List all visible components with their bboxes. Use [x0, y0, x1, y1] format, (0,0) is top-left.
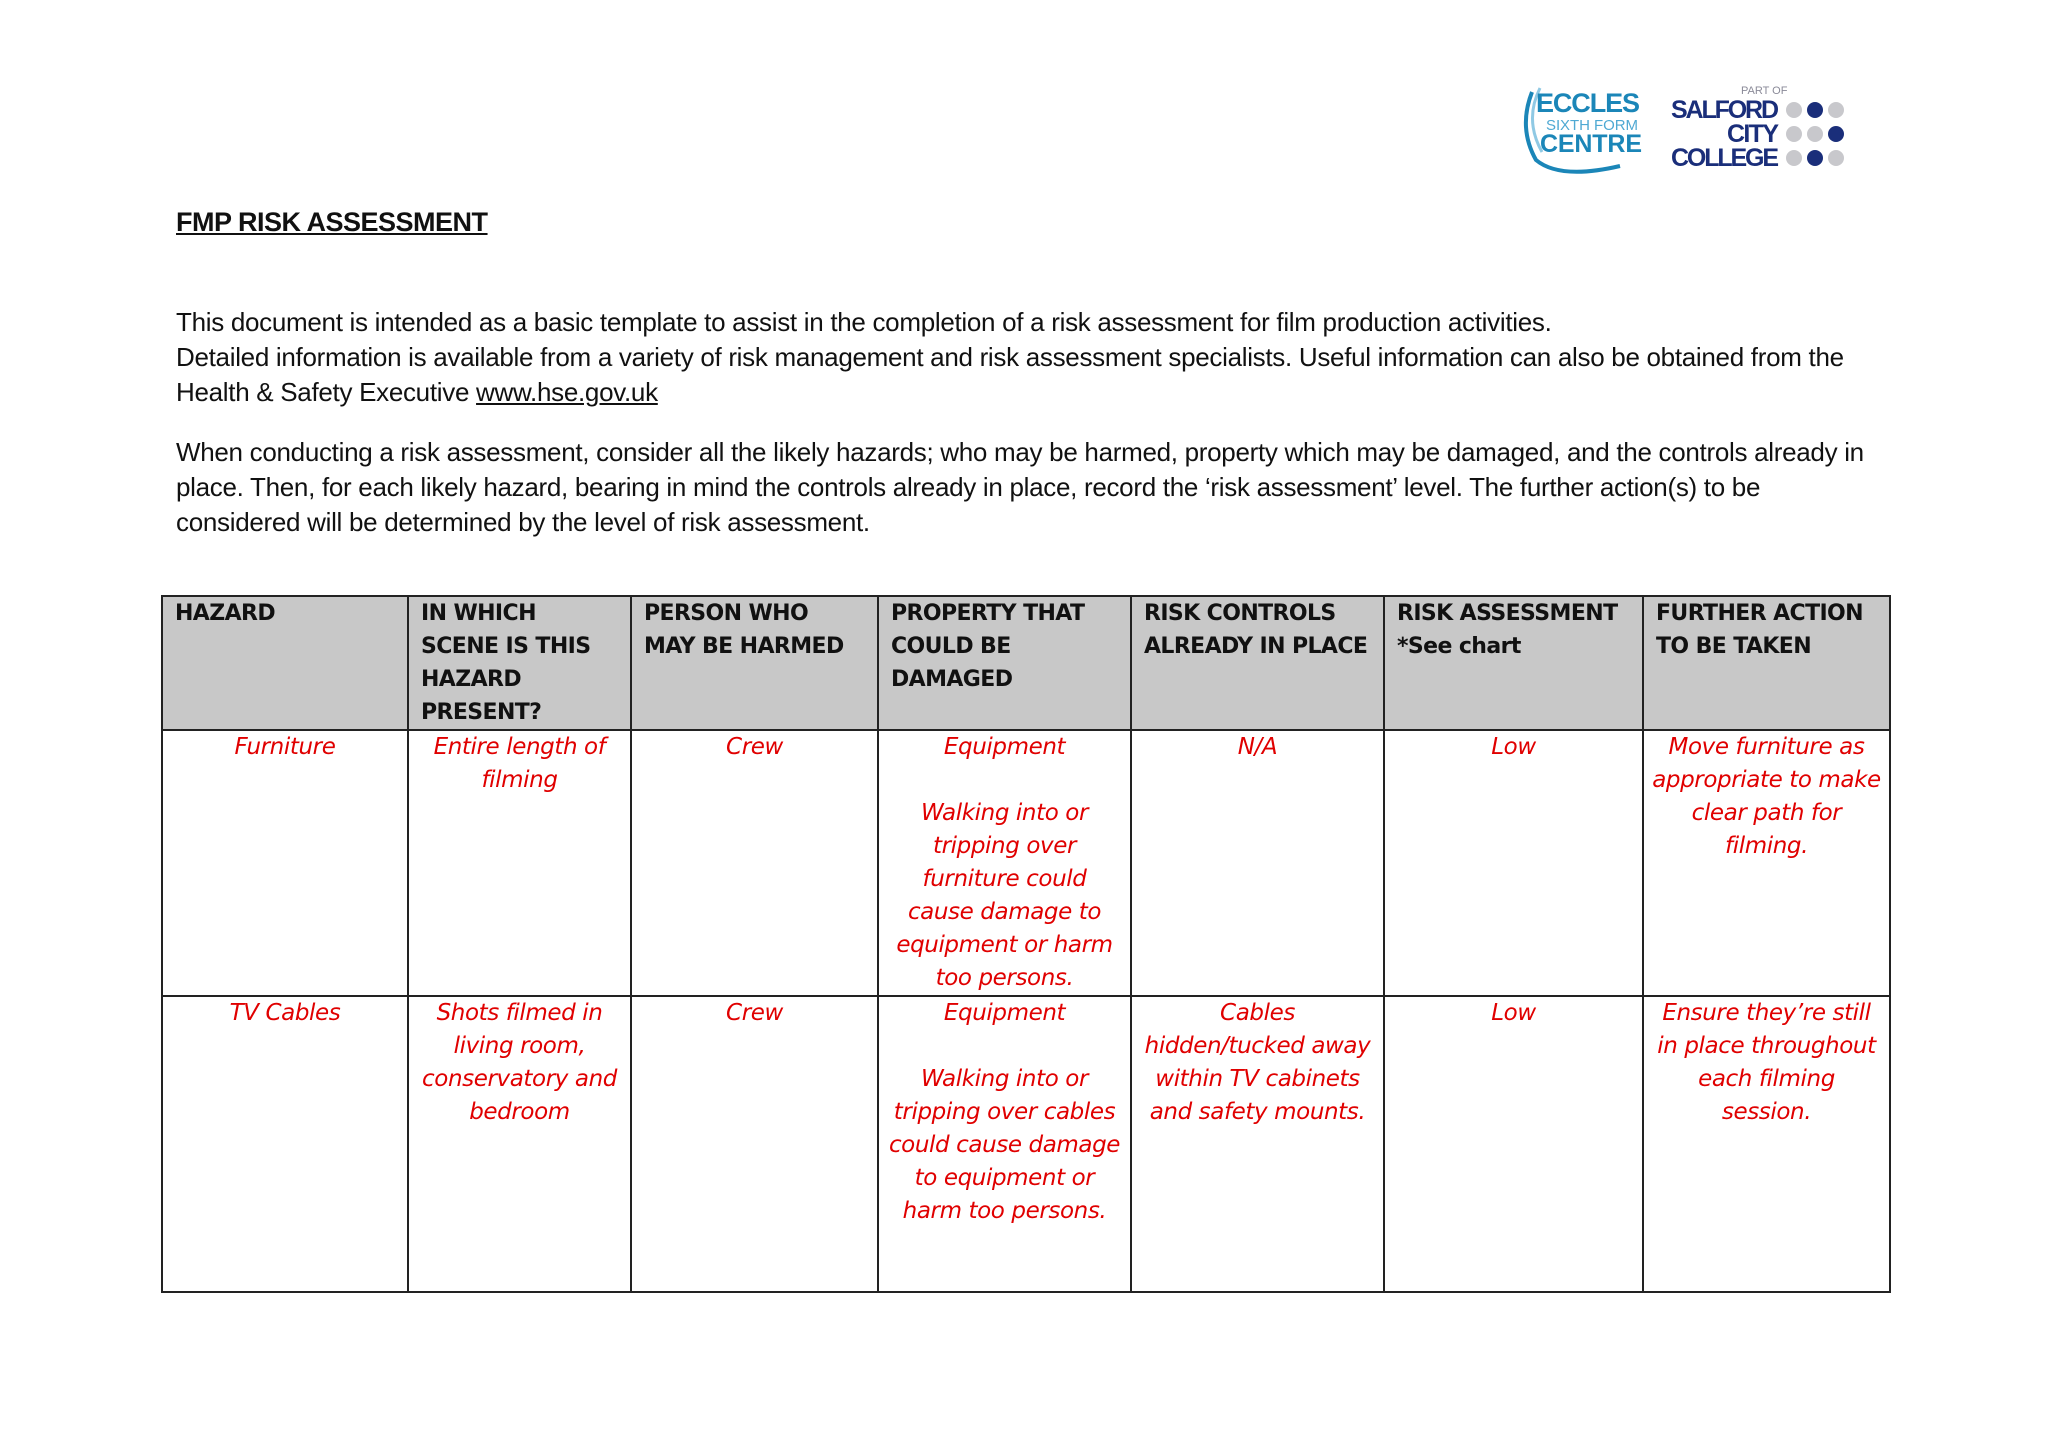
cell-action: Move furniture as appropriate to make clear path for filming. — [1643, 730, 1890, 996]
intro-line-2 — [176, 340, 1876, 410]
table-row — [162, 730, 1890, 996]
cell-assessment: Low — [1384, 996, 1643, 1292]
hse-website-link[interactable]: www.hse.gov.uk — [476, 377, 658, 407]
cell-assessment: Low — [1384, 730, 1643, 996]
svg-text:CITY: CITY — [1727, 120, 1779, 148]
cell-scene: Shots filmed in living room, conservatory and bedroom — [408, 996, 631, 1292]
svg-text:COLLEGE: COLLEGE — [1671, 144, 1779, 172]
svg-text:SALFORD: SALFORD — [1671, 96, 1779, 124]
header-person: PERSON WHO MAY BE HARMED — [631, 596, 878, 730]
cell-property — [878, 996, 1131, 1292]
header-logos — [1516, 80, 1856, 176]
svg-text:CENTRE: CENTRE — [1540, 130, 1642, 158]
table-header-row — [162, 596, 1890, 730]
intro-paragraph — [176, 305, 1876, 410]
document-title: FMP RISK ASSESSMENT — [176, 207, 488, 237]
cell-scene: Entire length of filming — [408, 730, 631, 996]
cell-hazard: Furniture — [162, 730, 408, 996]
header-assessment-line-1: RISK ASSESSMENT — [1397, 601, 1618, 626]
property-detail: Walking into or tripping over furniture could cause damage to equipment or harm too persons. — [896, 800, 1113, 991]
svg-text:ECCLES: ECCLES — [1536, 88, 1640, 118]
property-detail: Walking into or tripping over cables could cause damage to equipment or harm too persons. — [888, 1066, 1121, 1224]
cell-person: Crew — [631, 996, 878, 1292]
guidance-paragraph: When conducting a risk assessment, consider all the likely hazards; who may be harmed, property which may be damaged, and the controls already in place. Then, for each likely hazard, bearing in mind the controls already in place, record the ‘risk assessment’ level. The further action(s) to be considered will be determined by the level of risk assessment. — [176, 437, 1864, 537]
cell-person: Crew — [631, 730, 878, 996]
header-hazard: HAZARD — [162, 596, 408, 730]
svg-text:SIXTH FORM: SIXTH FORM — [1546, 117, 1638, 134]
svg-text:PART OF: PART OF — [1741, 85, 1788, 97]
cell-hazard: TV Cables — [162, 996, 408, 1292]
header-scene: IN WHICH SCENE IS THIS HAZARD PRESENT? — [408, 596, 631, 730]
property-title: Equipment — [943, 1000, 1066, 1026]
property-title: Equipment — [943, 734, 1066, 760]
risk-assessment-table — [161, 595, 1891, 1293]
header-assessment — [1384, 596, 1643, 730]
intro-line-1: This document is intended as a basic template to assist in the completion of a risk assessment for film production activities. — [176, 307, 1552, 337]
cell-controls: N/A — [1131, 730, 1384, 996]
cell-controls: Cables hidden/tucked away within TV cabinets and safety mounts. — [1131, 996, 1384, 1292]
intro-line-2-text: Detailed information is available from a variety of risk management and risk assessment specialists. Useful information can also be obtained from the Health & Safety Executive — [176, 342, 1844, 407]
header-action: FURTHER ACTION TO BE TAKEN — [1643, 596, 1890, 730]
header-assessment-line-2: *See chart — [1397, 634, 1521, 659]
header-controls: RISK CONTROLS ALREADY IN PLACE — [1131, 596, 1384, 730]
eccles-sixth-form-centre-logo — [1516, 80, 1646, 176]
table-row — [162, 996, 1890, 1292]
header-property: PROPERTY THAT COULD BE DAMAGED — [878, 596, 1131, 730]
salford-city-college-logo — [1671, 80, 1856, 176]
cell-action: Ensure they’re still in place throughout each filming session. — [1643, 996, 1890, 1292]
cell-property — [878, 730, 1131, 996]
